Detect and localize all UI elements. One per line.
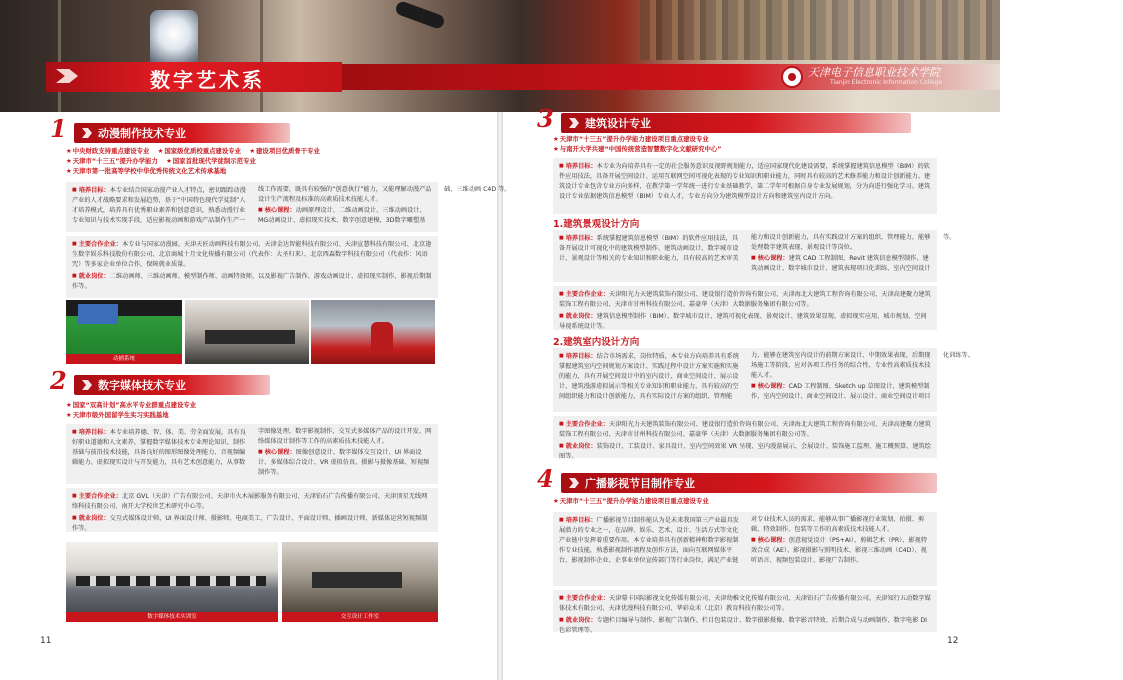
career-label: ■ 就业岗位： — [72, 515, 110, 522]
partner-label: ■ 主要合作企业： — [559, 421, 609, 428]
page-left — [0, 112, 511, 680]
page-number: 11 — [40, 636, 52, 646]
partner-text: 天津幕卡国际影视文化传媒有限公司、天津幼稚文化传媒有限公司、天津铂石广告传播有限公司、天津知行五动数字媒体技术有限公司、天津优漫科技有限公司、华彩众禾（北京）教育科技有限公司等。 — [559, 595, 931, 612]
sub2-goal-panel — [553, 348, 974, 412]
course-label: ■ 核心课程： — [751, 255, 789, 262]
goal-text: 系统掌握建筑信息模型（BIM）的软件应用技法，具备开展设计可视化中的建筑模型制作、建筑动画设计、数字城市设计、景观设计等相关的专业知识和职业能力，具有较高的艺术审美能力和设计创新能力，具有实践设计方案的组织、管理能力，能够处理数字建筑表现、景观设计等岗位。 — [559, 234, 931, 262]
partner-label: ■ 主要合作企业： — [559, 595, 609, 602]
college-name: 天津电子信息职业技术学院 — [808, 66, 940, 79]
subsection-title: 2.建筑室内设计方向 — [553, 337, 640, 348]
section-number: 3 — [537, 104, 554, 133]
honor-item: ★ 建设项目优质骨干专业 — [249, 146, 320, 156]
section-title-bar — [561, 473, 937, 493]
honor-item: ★ 国家级优质校重点建设专业 — [158, 146, 241, 156]
photo-digital-media-lab — [66, 542, 278, 622]
bookshelf-image — [640, 0, 1000, 60]
course-label: ■ 核心课程： — [751, 383, 789, 390]
goal-panel — [66, 182, 511, 232]
section-number: 1 — [50, 114, 67, 143]
goal-text: 广播影视节目制作能认为是未来我国第三产业最具发展潜力的专业之一，在品牌、娱乐、艺术、设计、生活方式等文化产业链中发挥着重要作用。本专业培养具有创新精神和数字影视制作专业技能，熟悉影视制作流程及创作方法，面向互联网媒体平台、影视制作企业、企事业单位宣传部门等行业岗位，满足产业链对专业技术人员的需求，能够从事广播影视行业策划、拍摄、剪辑、特效制作、包装等工作的高素质技术技能人才。 — [559, 516, 925, 564]
photo-interaction-studio — [282, 542, 438, 622]
section-header — [537, 464, 937, 494]
course-text: CAD 工程制图、Sketch up 草图设计、建筑模型制作、室内空间设计、商业空间设计、展示设计、商业空间设计项目化训练等。 — [751, 352, 974, 400]
photo-caption: 数字媒体技术实训室 — [66, 612, 278, 622]
monitor-row-decor — [312, 572, 402, 588]
partner-label: ■ 主要合作企业： — [559, 291, 609, 298]
section-title: 建筑设计专业 — [585, 117, 651, 130]
honor-item: ★ 天津市“十三五”提升办学能力建设项目重点建设专业 — [553, 496, 709, 506]
course-label: ■ 核心课程： — [258, 449, 296, 456]
section-number: 4 — [537, 464, 554, 493]
career-text: 建筑信息模型制作（BIM）、数字城市设计、建筑可视化表现、景观设计、建筑效果显现、虚拟现实应用、城市规划、空间导视系统设计等。 — [559, 313, 927, 330]
goal-panel — [553, 512, 937, 586]
photo-hidden — [0, 362, 1, 363]
course-text: 动画原理设计、二维动画设计、三维动画设计、MG动画设计、虚拟现实技术、数字创意建模、3D数字雕塑基础、三维动画 C4D 等。 — [258, 186, 511, 224]
career-text: 交互式媒体设计师、UI 界面设计师、摄影师、电商美工、广告设计、平面设计师、插画设计师、新媒体运营短视频制作等。 — [72, 515, 428, 532]
section-title: 广播影视节目制作专业 — [585, 477, 695, 490]
page-number: 12 — [947, 636, 959, 646]
goal-panel — [553, 158, 937, 214]
monitor-row-decor — [76, 576, 266, 586]
honors-list — [553, 496, 933, 506]
studio-light-image — [150, 10, 198, 70]
person-decor — [371, 322, 393, 352]
cable-decor — [58, 0, 61, 112]
partner-label: ■ 主要合作企业： — [72, 493, 122, 500]
microphone-image — [394, 0, 446, 30]
chevron-icon — [82, 380, 92, 390]
chevron-icon — [569, 478, 579, 488]
career-label: ■ 就业岗位： — [559, 313, 597, 320]
partner-text: 天津阳光力天建筑装饰有限公司、建设银行造价咨询有限公司、天津海北大建筑工程咨询有限公司、天津高建聚力建筑装饰工程有限公司、天津市甘州科技有限公司、嘉豪华（天津）大数据服务集团有限公司等。 — [559, 291, 931, 308]
subsection-title: 1.建筑景观设计方向 — [553, 219, 640, 230]
photo-lab-2 — [311, 300, 435, 364]
honor-item: ★ 国家“双高计划”高水平专业群重点建设专业 — [66, 400, 196, 410]
dept-title: 数字艺术系 — [150, 68, 265, 92]
cable-decor — [260, 0, 263, 112]
partner-panel — [66, 488, 438, 532]
photo-motion-capture — [66, 300, 182, 364]
honors-list — [66, 146, 426, 176]
partner-text: 天津阳光力天建筑装饰有限公司、建设银行造价咨询有限公司、天津海北大建筑工程咨询有限公司、天津高建聚力建筑装饰工程有限公司、天津市甘州科技有限公司、嘉豪华（天津）大数据服务集团有限公司等。 — [559, 421, 931, 438]
course-text: 图像创意设计、数字媒体交互设计、UI 界面设计、多媒体综合设计、VR 虚拟仿真、摄影与摄像基础、短视频制作等。 — [258, 449, 430, 476]
honor-item: ★ 天津市第一批高等学校中华优秀传统文化艺术传承基地 — [66, 166, 226, 176]
career-label: ■ 就业岗位： — [72, 273, 110, 280]
course-label: ■ 核心课程： — [751, 537, 789, 544]
goal-text: 结合市场需求，岗位特质，本专业方向培养具有系统掌握建筑室内空间规划方案设计、实践过程中设计方案实施和实施的能力，具有开展空间设计中的室内设计、商业空间设计、展示设计、建筑漫游虚拟展示等相关专业知识和职业能力，具有较高的空间组织能力和设计创新能力，具有实际设计方案的组织、管理能力，能够在建筑室内设计的前期方案设计、中期效果表现、后期现场施工等阶段，应对各项工作任务的综合性、专业性高素质技术技能人才。 — [559, 352, 931, 400]
goal-label: ■ 培养目标： — [559, 353, 597, 360]
photo-caption: 交互设计工作室 — [282, 612, 438, 622]
honor-item: ★ 天津市级外国留学生实习实践基地 — [66, 410, 169, 420]
career-text: 二维动画师、三维动画师、模型制作师、动画特效师，以及影视广告制作、游戏动画设计、虚拟现实制作、影视后期制作等。 — [72, 273, 432, 290]
screen-decor — [78, 304, 118, 324]
goal-label: ■ 培养目标： — [72, 187, 110, 194]
honors-list — [66, 400, 426, 420]
honors-list — [553, 134, 933, 154]
sub2-partner-panel — [553, 416, 937, 458]
honor-item: ★ 天津市“十三五”提升办学能力建设项目重点建设专业 — [553, 134, 709, 144]
honor-item: ★ 天津市“十三五”提升办学能力 — [66, 156, 158, 166]
chevron-icon — [569, 118, 579, 128]
goal-text: 本专业为向培养具有一定的社会服务意识及视野规划能力，适应国家现代化建设需要，系统掌握建筑信息模型（BIM）的软件应用技法，具备开展空间设计、运用互联网空间可视化表现的专业知识和职业能力，同时具有较高的艺术修养能力和设计创新能力。建筑设计专业包含专业方向多样，在教学第一学年统一进行专业基础教学，第二学年可根据自身专业发展规划，分为向进行强化学习。建筑设计专业依据建筑信息模型（BIM）专业人才，专业方向分为建筑模型设计方向和建筑室内设计方向。 — [559, 163, 931, 200]
college-logo-icon — [781, 66, 803, 88]
goal-panel — [66, 424, 438, 484]
sub1-goal-panel — [553, 230, 956, 282]
monitor-row-decor — [205, 330, 295, 344]
section-header — [50, 366, 270, 396]
goal-label: ■ 培养目标： — [559, 163, 597, 170]
header-banner — [0, 0, 1000, 112]
goal-label: ■ 培养目标： — [559, 517, 597, 524]
partner-text: 本专业与国家动漫园、天津天匠动画科技有限公司、天津金达智能科技有限公司、天津宣慧科技有限公司、北京逢生数字娱乐科技股份有限公司、北京商城十月文化传播有限公司（代表作：大圣归来）、北京西森数字科技有限公司（代表作：风语咒）等多家企业单位合作，保障就业质量。 — [72, 241, 432, 268]
course-text: 建筑 CAD 工程制图、Revit 建筑信息模型制作、建筑动画设计、数字城市设计、建筑表现项目化训练、室内空间设计等。 — [751, 234, 956, 272]
goal-label: ■ 培养目标： — [72, 429, 110, 436]
partner-label: ■ 主要合作企业： — [72, 241, 122, 248]
photo-lab-1 — [185, 300, 309, 364]
section-title-bar — [561, 113, 911, 133]
chevron-icon — [56, 69, 78, 83]
goal-text: 本专业结合国家动漫产业人才特点，密切跟踪动漫产业的人才战略要求和发展趋势，基于“中国特色现代学徒制”人才培养模式，培养具有优秀职业素养和创意意识，熟悉动漫行业专业知识与技术实现手段，适应影视动画和游戏产品制作生产一线工作需要，既具有较强的“创意执行”能力，又能理解动漫产品设计生产流程及标准的高素质技术技能人才。 — [72, 186, 432, 224]
partner-panel — [553, 590, 937, 632]
section-title: 动漫制作技术专业 — [98, 127, 186, 140]
career-text: 专题栏目编导与制作、影视广告制作、栏目包装设计、数字摄影摄像、数字影音特效、后期合成与动画制作、数字电影 DI 色彩管理等。 — [559, 617, 927, 634]
chevron-icon — [82, 128, 92, 138]
goal-label: ■ 培养目标： — [559, 235, 597, 242]
honor-item: ★ 国家首批现代学徒制示范专业 — [166, 156, 256, 166]
section-header — [50, 114, 290, 144]
college-name-en: Tianjin Electronic Information College — [830, 79, 943, 86]
career-label: ■ 就业岗位： — [559, 443, 597, 450]
course-label: ■ 核心课程： — [258, 207, 296, 214]
section-title-bar — [74, 375, 270, 395]
honor-item: ★ 中央财政支持重点建设专业 — [66, 146, 149, 156]
section-header — [537, 104, 917, 134]
section-title-bar — [74, 123, 290, 143]
section-number: 2 — [50, 366, 67, 395]
partner-text: 北京 GVL（天津）广告有限公司、天津市火木展影服务有限公司、天津铂石广告传播有限公司、天津顶星无线网络科技有限公司、南开大学校世艺术研究中心等。 — [72, 493, 428, 510]
goal-text: 本专业培养德、智、体、美、劳全面发展，具有良好职业道德和人文素养，掌握数字媒体技术专业理论知识、制作基础与前沿技术技能，具备良好的图形图像处理能力、音视频编辑能力、虚拟现实设计与开发能力，具有艺术创意能力，从事数字图像处理、数字影视制作、交互式多媒体产品的设计开发、网络媒体设计制作等工作的高素质技术技能人才。 — [72, 428, 432, 466]
course-text: 创意视觉设计（PS+AI）、剪辑艺术（PR）、影视特效合成（AE）、影视摄影与照明技术、影视三维动画（C4D）、视听语言、视频包装设计、影视广告制作。 — [751, 537, 927, 564]
sub1-partner-panel — [553, 286, 937, 330]
honor-item: ★ 与南开大学共建“中国传统营造智慧数字化文献研究中心” — [553, 144, 722, 154]
career-label: ■ 就业岗位： — [559, 617, 597, 624]
section-title: 数字媒体技术专业 — [98, 379, 186, 392]
photo-caption: 动捕系统 — [66, 354, 182, 364]
page-right — [503, 104, 1000, 680]
career-text: 装饰设计、工装设计、家具设计、室内空间效果 VR 呈现、室内漫游展示、会展设计、装饰施工监理、施工概预算、建筑绘图等。 — [559, 443, 931, 460]
partner-panel — [66, 236, 438, 298]
